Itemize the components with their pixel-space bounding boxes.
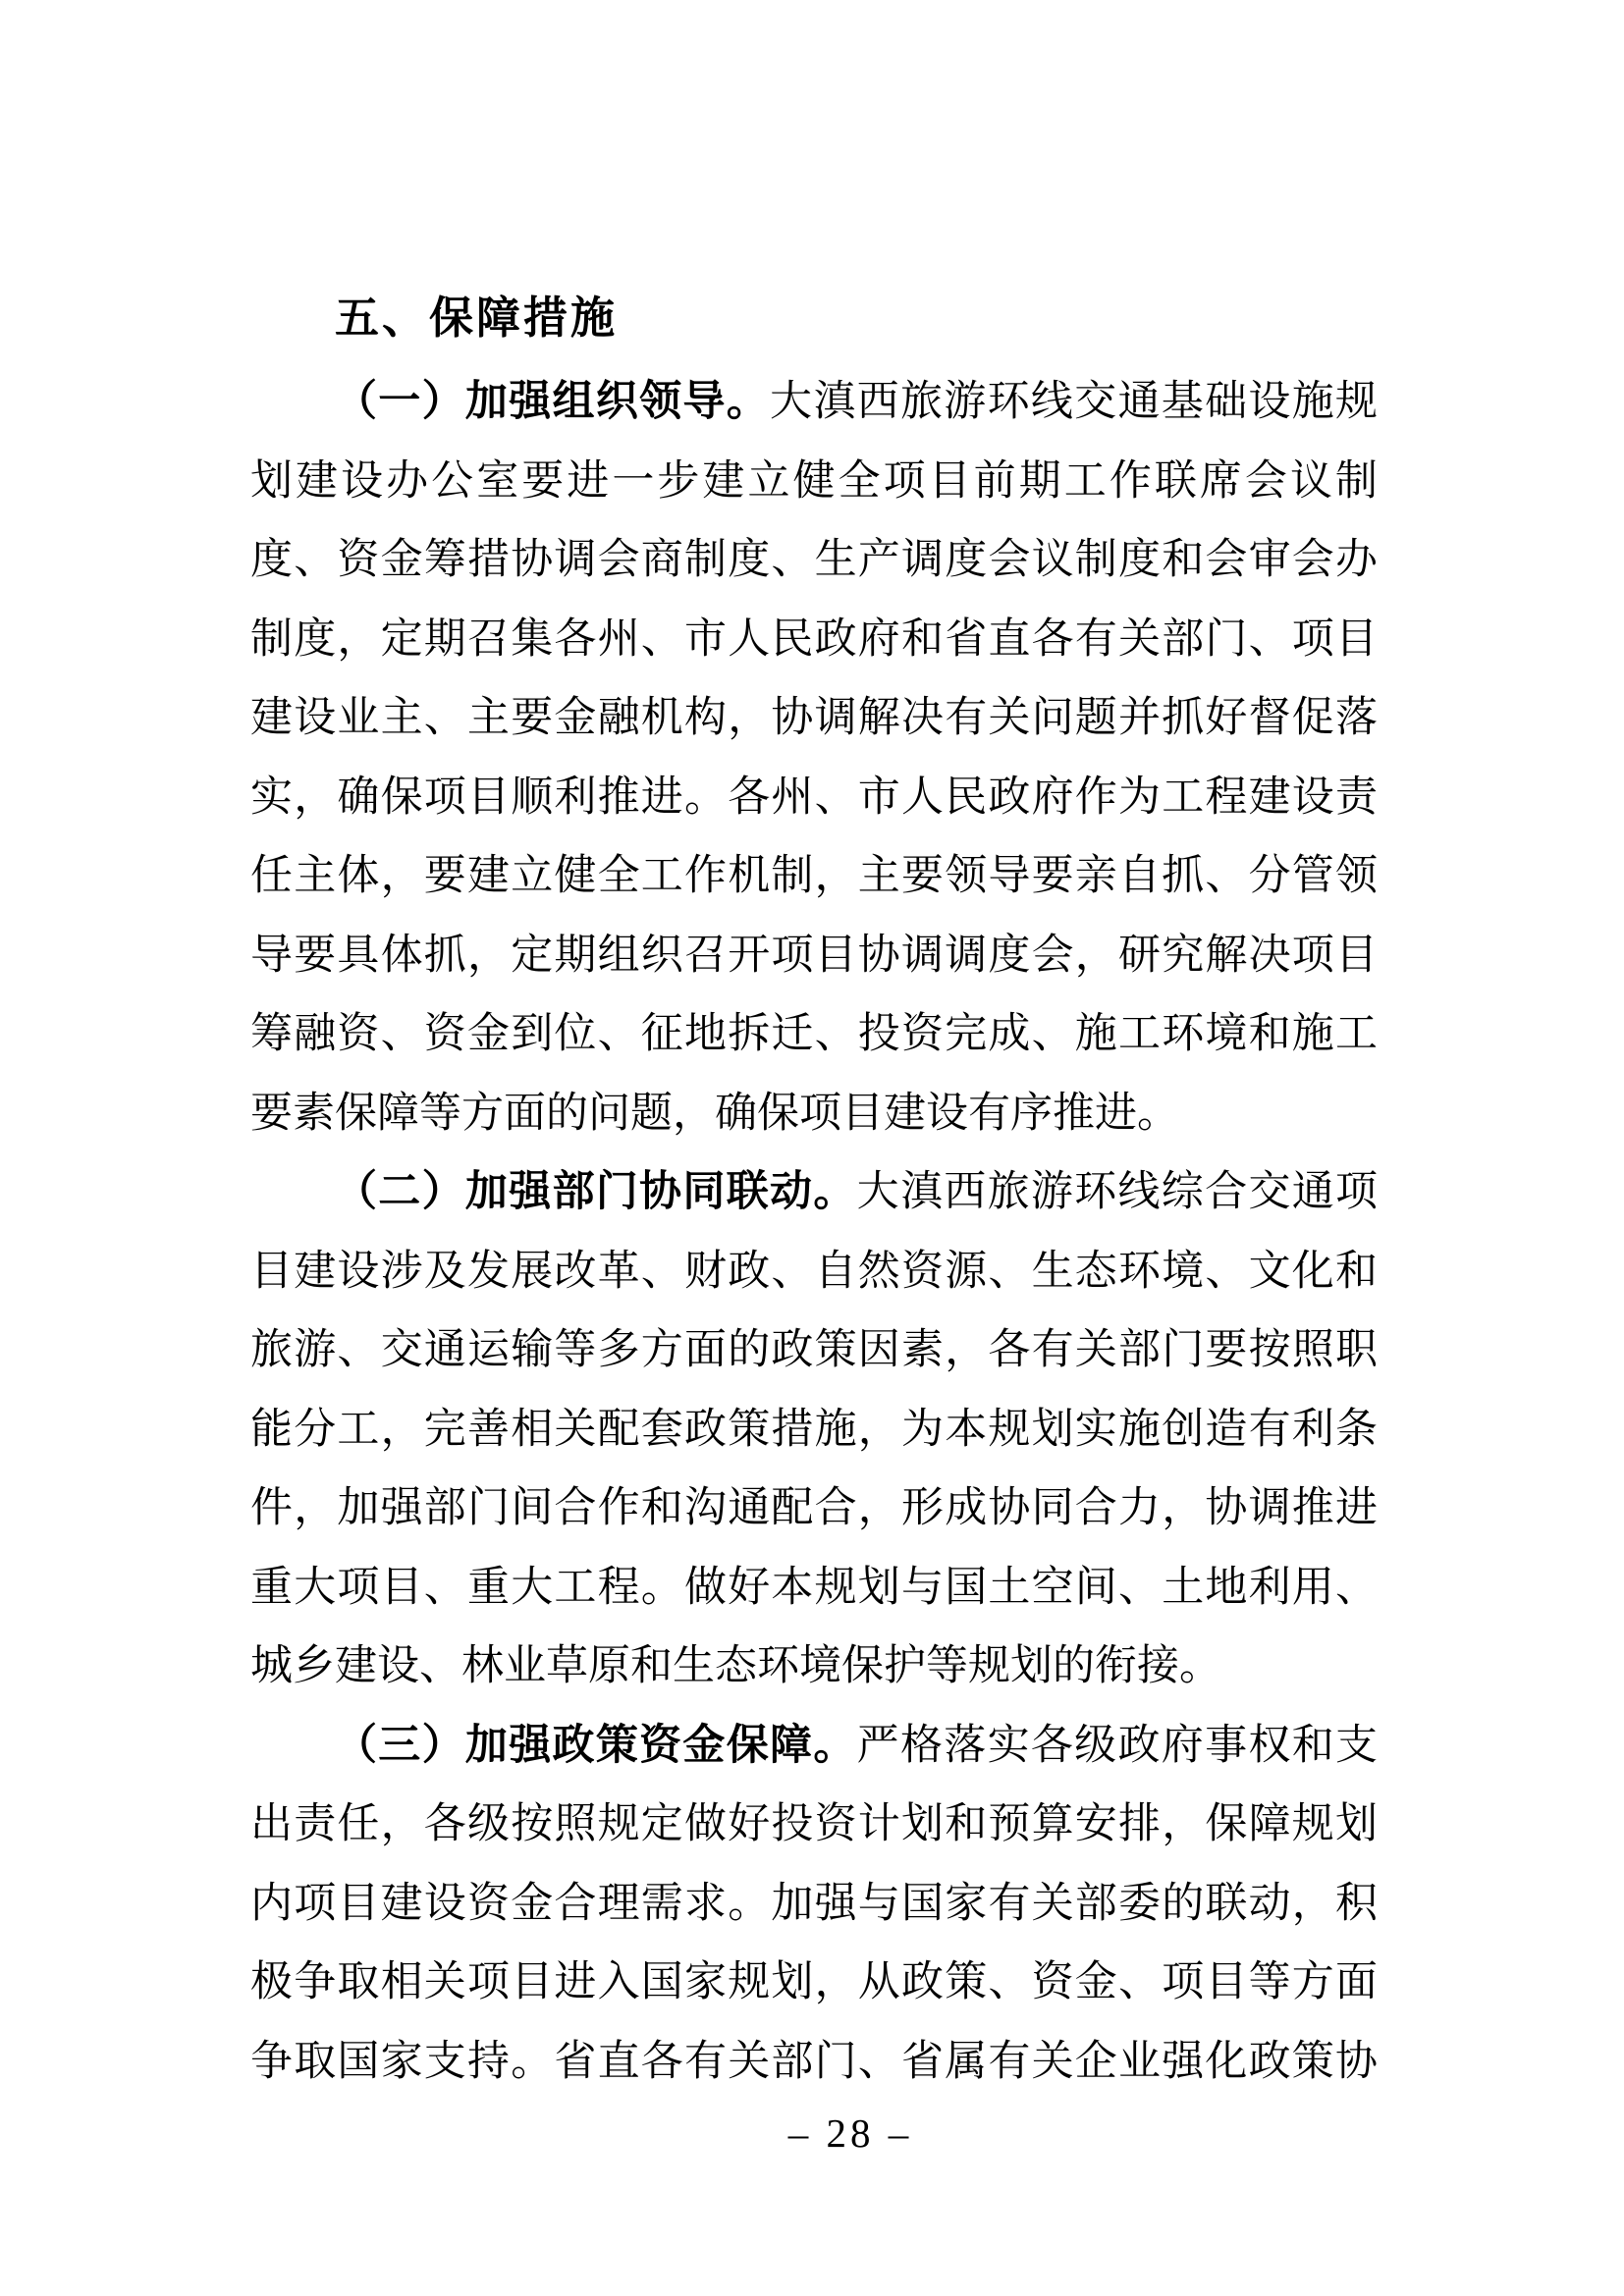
- paragraph-1-lead: （一）加强组织领导。: [335, 379, 771, 425]
- paragraph-1-line-4: 制度，定期召集各州、市人民政府和省直各有关部门、项目: [250, 615, 1378, 663]
- paragraph-2-line-2: 目建设涉及发展改革、财政、自然资源、生态环境、文化和: [250, 1248, 1378, 1295]
- paragraph-2-line-5: 件，加强部门间合作和沟通配合，形成协同合力，协调推进: [250, 1485, 1378, 1531]
- document-body: [250, 363, 1378, 2102]
- paragraph-2-line-7: 城乡建设、林业草原和生态环境保护等规划的衔接。: [250, 1643, 1221, 1689]
- paragraph-3-line-1: [250, 1707, 1378, 1787]
- paragraph-3-lead: （三）加强政策资金保障。: [335, 1722, 857, 1769]
- section-heading: 五、保障措施: [335, 293, 619, 343]
- paragraph-1-line-2: 划建设办公室要进一步建立健全项目前期工作联席会议制: [250, 457, 1378, 505]
- paragraph-1-line-6: 实，确保项目顺利推进。各州、市人民政府作为工程建设责: [250, 774, 1378, 821]
- paragraph-2-line-6: 重大项目、重大工程。做好本规划与国土空间、土地利用、: [250, 1564, 1378, 1611]
- paragraph-1-line-8: 导要具体抓，定期组织召开项目协调调度会，研究解决项目: [250, 932, 1378, 979]
- paragraph-1-line-7: 任主体，要建立健全工作机制，主要领导要亲自抓、分管领: [250, 853, 1378, 899]
- paragraph-1-line-10: 要素保障等方面的问题，确保项目建设有序推进。: [250, 1090, 1179, 1137]
- paragraph-3-line-2: 出责任，各级按照规定做好投资计划和预算安排，保障规划: [250, 1801, 1378, 1847]
- paragraph-2-line-4: 能分工，完善相关配套政策措施，为本规划实施创造有利条: [250, 1406, 1378, 1453]
- paragraph-3-line-5: 争取国家支持。省直各有关部门、省属有关企业强化政策协: [250, 2038, 1378, 2085]
- paragraph-3-line-3: 内项目建设资金合理需求。加强与国家有关部委的联动，积: [250, 1880, 1378, 1927]
- paragraph-1-line-1: [250, 363, 1378, 443]
- paragraph-3-line-1-text: 严格落实各级政府事权和支: [856, 1722, 1378, 1769]
- paragraph-2-line-1: [250, 1153, 1378, 1233]
- page-number: – 28 –: [787, 2110, 913, 2156]
- paragraph-3-line-4: 极争取相关项目进入国家规划，从政策、资金、项目等方面: [250, 1959, 1378, 2005]
- paragraph-2-line-1-text: 大滇西旅游环线综合交通项: [856, 1169, 1378, 1215]
- paragraph-1-line-3: 度、资金筹措协调会商制度、生产调度会议制度和会审会办: [250, 537, 1378, 583]
- paragraph-2-line-3: 旅游、交通运输等多方面的政策因素，各有关部门要按照职: [250, 1327, 1378, 1373]
- paragraph-1-line-9: 筹融资、资金到位、征地拆迁、投资完成、施工环境和施工: [250, 1011, 1378, 1057]
- paragraph-1-line-1-text: 大滇西旅游环线交通基础设施规: [770, 379, 1378, 425]
- paragraph-1-line-5: 建设业主、主要金融机构，协调解决有关问题并抓好督促落: [250, 695, 1378, 741]
- paragraph-2-lead: （二）加强部门协同联动。: [335, 1169, 857, 1215]
